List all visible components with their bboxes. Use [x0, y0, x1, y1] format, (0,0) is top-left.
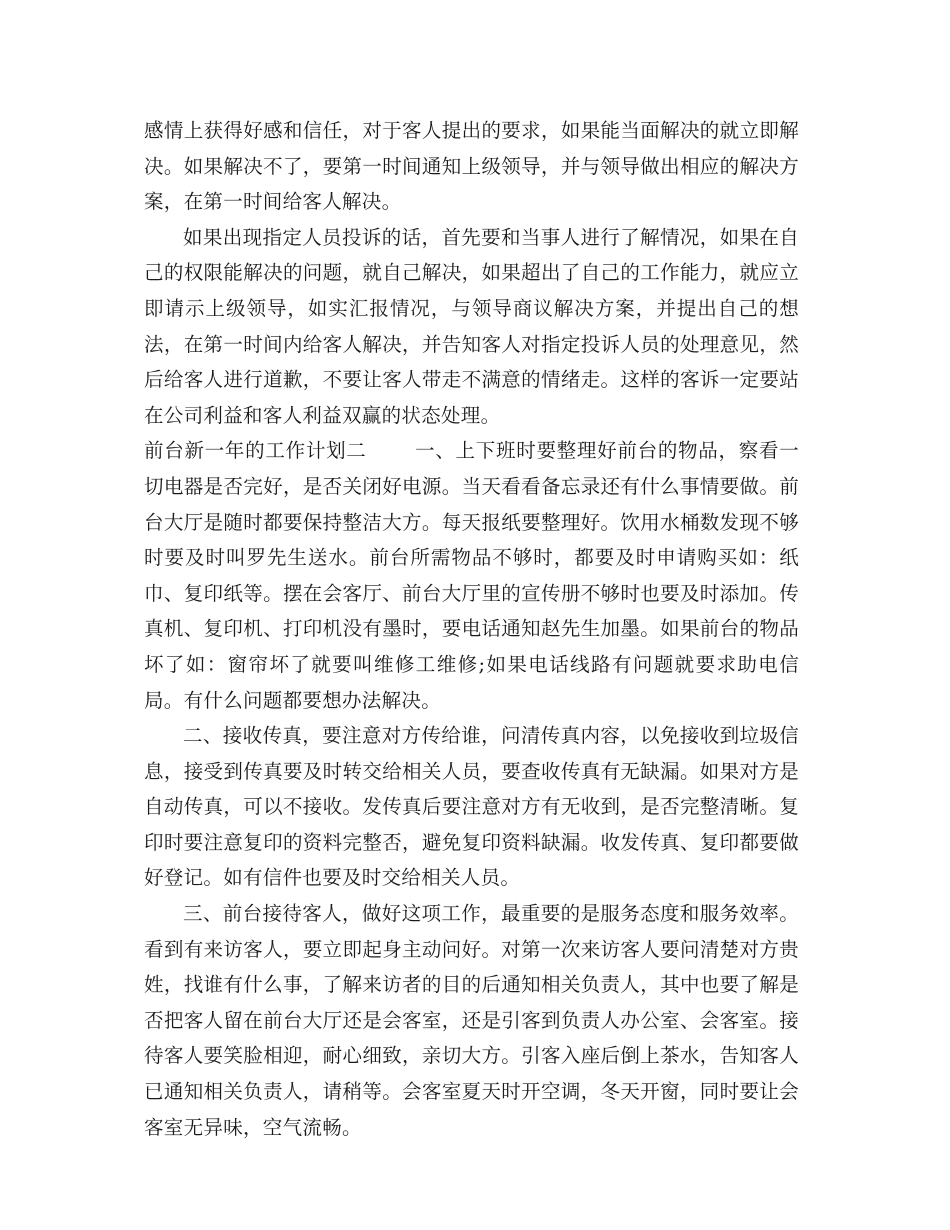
paragraph-fax-handling: 二、接收传真，要注意对方传给谁，问清传真内容，以免接收到垃圾信息，接受到传真要及时转交给相关人员，要查收传真有无缺漏。如果对方是自动传真，可以不接收。发传真后要注意对方有无收到，是否完整清晰。复印时要注意复印的资料完整否，避免复印资料缺漏。收发传真、复印都要做好登记。如有信件也要及时交给相关人员。: [144, 724, 799, 890]
paragraph-item-one-text: 一、上下班时要整理好前台的物品，察看一切电器是否完好，是否关闭好电源。当天看看备忘录还有什么事情要做。前台大厅是随时都要保持整洁大方。每天报纸要整理好。饮用水桶数发现不够时要及时叫罗先生送水。前台所需物品不够时，都要及时申请购买如：纸巾、复印纸等。摆在会客厅、前台大厅里的宣传册不够时也要及时添加。传真机、复印机、打印机没有墨时，要电话通知赵先生加墨。如果前台的物品坏了如：窗帘坏了就要叫维修工维修;如果电话线路有问题就要求助电信局。有什么问题都要想办法解决。: [144, 439, 800, 712]
paragraph-complaint-handling: 感情上获得好感和信任，对于客人提出的要求，如果能当面解决的就立即解决。如果解决不了，要第一时间通知上级领导，并与领导做出相应的解决方案，在第一时间给客人解决。: [144, 119, 799, 214]
section-heading-work-plan-two: 前台新一年的工作计划二: [144, 439, 367, 463]
paragraph-reception-guests: 三、前台接待客人，做好这项工作，最重要的是服务态度和服务效率。看到有来访客人，要立即起身主动问好。对第一次来访客人要问清楚对方贵姓，找谁有什么事，了解来访者的目的后通知相关负责人，其中也要了解是否把客人留在前台大厅还是会客室，还是引客到负责人办公室、会客室。接待客人要笑脸相迎，耐心细致，亲切大方。引客入座后倒上茶水，告知客人已通知相关负责人，请稍等。会客室夏天时开空调，冬天开窗，同时要让会客室无异味，空气流畅。: [144, 902, 799, 1139]
paragraph-work-plan-item-one: [144, 433, 799, 718]
paragraph-designated-staff-complaint: 如果出现指定人员投诉的话，首先要和当事人进行了解情况，如果在自己的权限能解决的问题，就自己解决，如果超出了自己的工作能力，就应立即请示上级领导，如实汇报情况，与领导商议解决方案，并提出自己的想法，在第一时间内给客人解决，并告知客人对指定投诉人员的处理意见，然后给客人进行道歉，不要让客人带走不满意的情绪走。这样的客诉一定要站在公司利益和客人利益双赢的状态处理。: [144, 225, 799, 427]
heading-gap: [367, 439, 416, 462]
document-body: [144, 113, 799, 1145]
